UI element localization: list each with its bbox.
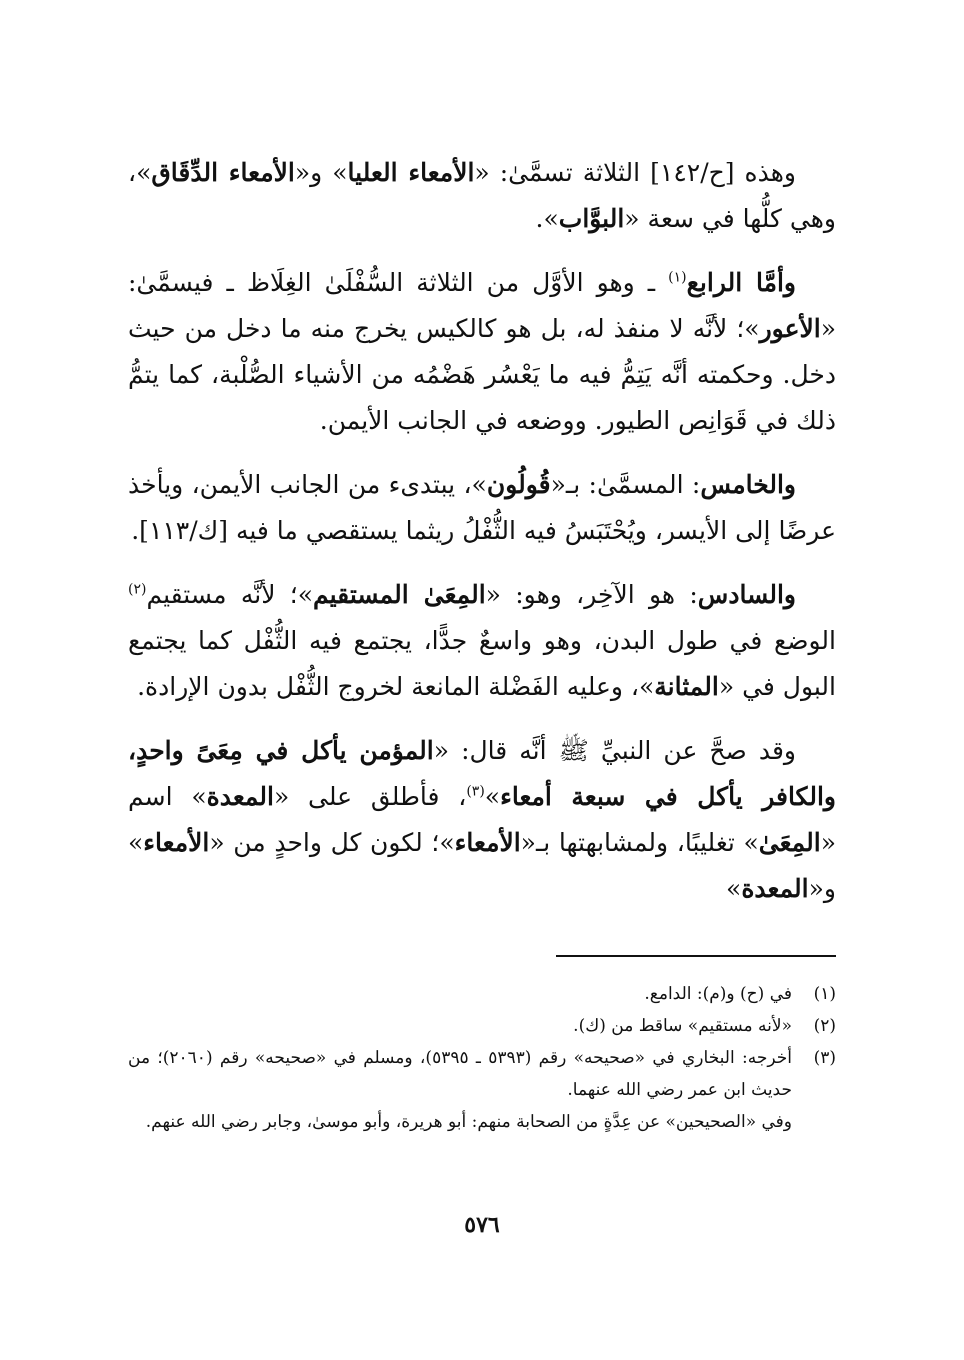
footnote-1 [128,978,836,1010]
paragraph-2 [128,260,836,444]
text-run: ـ وهو الأوَّل من الثلاثة السُّفْلَىٰ الغِلَاظ ـ فيسمَّىٰ: « [128,268,836,343]
paragraph-3 [128,462,836,554]
bold-term: قُولُون [486,470,551,499]
bold-term: والخامس [700,470,796,499]
bold-term: المِعَىٰ المستقيم [313,580,486,609]
bold-term: المعدة [206,782,274,811]
text-run: »، يبتدىء من الجانب الأيمن، ويأخذ عرضًا إلى الأيسر، ويُحْتَبَسُ فيه الثُّفْلُ ريثما يستقصي ما فيه [ك/١١٣]. [128,470,836,545]
bold-term: البوَّاب [558,204,625,233]
bold-term: الأمعاء العليا [347,158,475,187]
footnote-text: في (ح) و(م): الدامع. [644,984,792,1004]
text-run: وهذه [ح/١٤٢] الثلاثة تسمَّىٰ: « [474,158,796,187]
text-run: وقد صحَّ عن النبيِّ ﷺ أنَّه قال: « [433,736,796,765]
bold-term: والسادس [697,580,797,609]
footnote-number: (١) [813,984,836,1004]
bold-term: الأعور [759,314,821,343]
footnote-number [792,1106,836,1138]
main-text [128,150,836,930]
footnote-2 [128,1010,836,1042]
text-run: »، وعليه الفَضْلة المانعة لخروج الثُّفْل بدون الإرادة. [137,672,655,701]
footnote-3-continuation [128,1106,836,1138]
text-run: » تغليبًا، ولمشابهتها بـ« [520,828,759,857]
text-run: » اسم « [128,782,836,857]
footnote-ref: (١) [668,269,687,286]
paragraph-5 [128,728,836,912]
footnote-text: وفي «الصحيحين» عن عِدَّةٍ من الصحابة منهم: أبو هريرة، وأبو موسىٰ، وجابر رضي الله عنهم. [145,1112,792,1132]
bold-term: الأمعاء الدِّقَاق [151,158,295,187]
footnote-divider [556,955,836,957]
bold-term: المِعَىٰ [758,828,821,857]
page-number: ٥٧٦ [464,1212,500,1238]
bold-term: المثانة [654,672,719,701]
text-run: » و« [128,828,836,903]
text-run: » [484,782,501,811]
bold-term: المعدة [741,874,809,903]
bold-term: وأمَّا الرابع [686,268,797,297]
footnote-ref: (٢) [128,581,147,598]
footnote-ref: (٣) [466,783,485,800]
paragraph-1 [128,150,836,242]
text-run: ، فأطلق على « [273,782,467,811]
bold-term: الأمعاء [143,828,210,857]
text-run: : هو الآخِر، وهو: « [485,580,698,609]
footnote-number: (٢) [813,1016,836,1036]
footnote-3 [128,1042,836,1106]
footnotes [128,978,836,1138]
text-run: » [726,874,742,903]
text-run: »؛ لأنَّه مستقيم [146,580,313,609]
paragraph-4 [128,572,836,710]
text-run: »، وهي كلُّها في سعة « [128,158,836,233]
footnote-text: أخرجه: البخاري في «صحيحه» رقم (٥٣٩٣ ـ ٥٣٩٥)، ومسلم في «صحيحه» رقم (٢٠٦٠)؛ من حديث ابن عمر رضي الله عنهما. [128,1048,792,1100]
bold-term: المؤمن يأكل في مِعَىً واحدٍ، والكافر يأكل في سبعة أمعاء [128,736,837,811]
text-run: »؛ لكون كل واحدٍ من « [209,828,455,857]
text-run: »؛ لأنَّه لا منفذ له، بل هو كالكيس يخرج منه ما دخل من حيث دخل. وحكمته أنَّه يَتِمُّ فيه ما يَعْسُر هَضْمُه من الأشياء الصُّلْبة، كما يتمُّ ذلك في قَوَانِص الطيور. ووضعه في الجانب الأيمن. [128,314,836,435]
text-run: » و« [294,158,348,187]
bold-term: الأمعاء [454,828,521,857]
text-run: ». [535,204,559,233]
text-run: الوضع في طول البدن، وهو واسعٌ جدًّا، يجتمع فيه الثُّفْل كما يجتمع البول في « [128,626,836,701]
text-run: : المسمَّىٰ: بـ« [550,470,701,499]
footnote-number: (٣) [813,1048,836,1068]
footnote-text: «لأنه مستقيم» ساقط من (ك). [573,1016,792,1036]
